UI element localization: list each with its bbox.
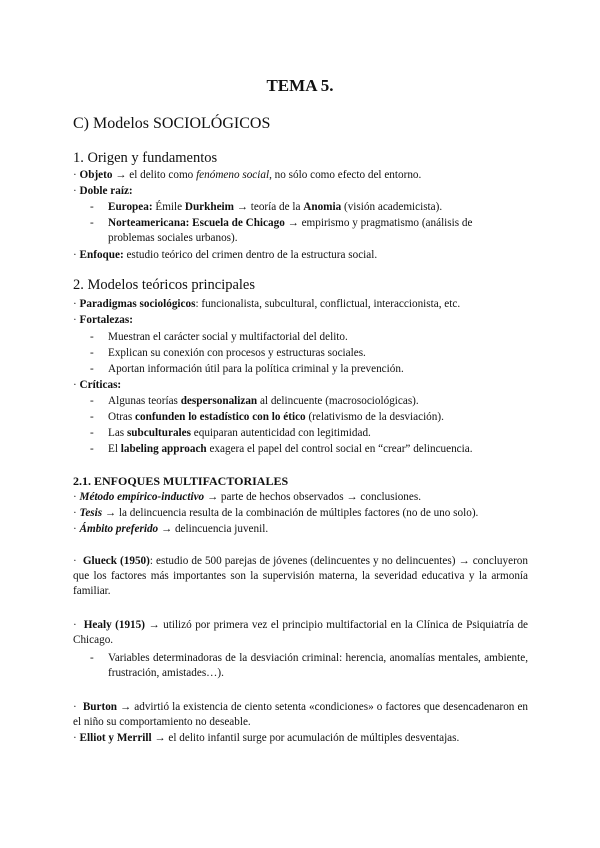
term-metodo: Método empírico-inductivo (79, 491, 205, 503)
line-critica-3 (108, 426, 371, 441)
bullet: · (73, 523, 77, 535)
text: equiparan autenticidad con legitimidad. (190, 427, 371, 439)
term-durkheim: Durkheim (184, 201, 234, 213)
term-confunden: confunden lo estadístico con lo ético (135, 411, 306, 423)
line-tesis (73, 506, 478, 521)
heading-enfoques: 2.1. ENFOQUES MULTIFACTORIALES (73, 474, 289, 488)
term-tesis: Tesis (79, 507, 103, 519)
line-elliot (73, 731, 459, 746)
dash: - (90, 363, 94, 375)
text: → advirtió la existencia de ciento setenta «condiciones» o factores que desencadenaron en el niño su comportamiento no deseable. (73, 701, 528, 728)
bullet: · (73, 298, 77, 310)
line-fortaleza-3: Aportan información útil para la política criminal y la prevención. (108, 363, 404, 375)
text: al delincuente (macrosociológicas). (257, 395, 419, 407)
line-critica-2 (108, 410, 444, 425)
line-critica-1 (108, 394, 419, 409)
text: Émile (152, 201, 185, 213)
paragraph-burton (73, 700, 528, 730)
line-fortaleza-2: Explican su conexión con procesos y estructuras sociales. (108, 347, 366, 359)
term-europea: Europea: (108, 201, 153, 213)
line-ambito (73, 522, 268, 537)
text: → delincuencia juvenil. (158, 523, 269, 535)
line-critica-4 (108, 442, 473, 457)
term-burton: Burton (82, 701, 118, 713)
dash: - (90, 395, 94, 407)
text: El (108, 443, 121, 455)
text: Las (108, 427, 127, 439)
section-subtitle: C) Modelos SOCIOLÓGICOS (73, 115, 271, 132)
text: → teoría de la (233, 201, 304, 213)
text: estudio teórico del crimen dentro de la estructura social. (123, 249, 378, 261)
bullet: · (73, 701, 77, 713)
line-fortaleza-1: Muestran el carácter social y multifactorial del delito. (108, 331, 348, 343)
dash: - (90, 347, 94, 359)
dash: - (90, 201, 94, 213)
line-doble-raiz (73, 184, 133, 199)
line-healy-variables: Variables determinadoras de la desviación criminal: herencia, anomalías mentales, ambiente, frustración, amistades…). (108, 652, 528, 679)
bullet: · (73, 379, 77, 391)
text: → utilizó por primera vez el principio multifactorial en la Clínica de Psiquiatría de Chicago. (73, 619, 529, 646)
term-criticas: Críticas: (79, 379, 122, 391)
bullet: · (73, 185, 77, 197)
term-anomia: Anomia (303, 201, 342, 213)
line-criticas (73, 378, 121, 393)
dash: - (90, 427, 94, 439)
text: (relativismo de la desviación). (305, 411, 444, 423)
line-norteamericana (108, 216, 472, 231)
term-glueck: Glueck (1950) (82, 555, 150, 567)
text: (visión academicista). (341, 201, 443, 213)
line-paradigmas (73, 297, 460, 312)
line-metodo (73, 490, 421, 505)
term-objeto: Objeto (79, 169, 113, 181)
term-ambito: Ámbito preferido (79, 523, 159, 535)
text: → la delincuencia resulta de la combinación de múltiples factores (no de uno solo). (102, 507, 479, 519)
line-norteamericana-cont: problemas sociales urbanos). (108, 232, 238, 244)
bullet: · (73, 169, 77, 181)
term-enfoque: Enfoque: (79, 249, 124, 261)
line-enfoque (73, 248, 377, 263)
bullet: · (73, 555, 77, 567)
text: → el delito como (112, 169, 197, 181)
term-paradigmas: Paradigmas sociológicos (79, 298, 196, 310)
term-subculturales: subculturales (126, 427, 191, 439)
paragraph-healy (73, 618, 528, 648)
line-fortalezas (73, 313, 133, 328)
term-escuela-chicago: Norteamericana: Escuela de Chicago (108, 217, 285, 229)
bullet: · (73, 732, 77, 744)
bullet: · (73, 249, 77, 261)
term-doble-raiz: Doble raíz: (79, 185, 133, 197)
text: : funcionalista, subcultural, conflictual, interaccionista, etc. (195, 298, 461, 310)
paragraph-glueck (73, 554, 528, 599)
dash: - (90, 331, 94, 343)
text: Algunas teorías (108, 395, 181, 407)
term-elliot-merrill: Elliot y Merrill (79, 732, 152, 744)
heading-modelos: 2. Modelos teóricos principales (73, 277, 256, 293)
term-healy: Healy (1915) (83, 619, 145, 631)
term-fenomeno-social: fenómeno social (196, 169, 270, 181)
bullet: · (73, 314, 77, 326)
text: : estudio de 500 parejas de jóvenes (delincuentes y no delincuentes) → concluyeron que los factores más importantes son la supervisión materna, la severidad educativa y la armonía familiar. (73, 555, 528, 597)
dash: - (90, 411, 94, 423)
page-title: TEMA 5. (266, 76, 334, 95)
term-labeling: labeling approach (120, 443, 207, 455)
dash: - (90, 652, 94, 664)
text: → parte de hechos observados → conclusiones. (204, 491, 421, 503)
term-fortalezas: Fortalezas: (79, 314, 133, 326)
line-europea (108, 200, 442, 215)
text: → empirismo y pragmatismo (análisis de (284, 217, 473, 229)
text: Otras (108, 411, 136, 423)
term-despersonalizan: despersonalizan (180, 395, 258, 407)
bullet: · (73, 619, 77, 631)
bullet: · (73, 491, 77, 503)
dash: - (90, 443, 94, 455)
bullet: · (73, 507, 77, 519)
dash: - (90, 217, 94, 229)
text: exagera el papel del control social en “crear” delincuencia. (206, 443, 473, 455)
text: → el delito infantil surge por acumulación de múltiples desventajas. (151, 732, 460, 744)
line-objeto (73, 168, 421, 183)
text: , no sólo como efecto del entorno. (269, 169, 422, 181)
heading-origen: 1. Origen y fundamentos (73, 150, 218, 166)
